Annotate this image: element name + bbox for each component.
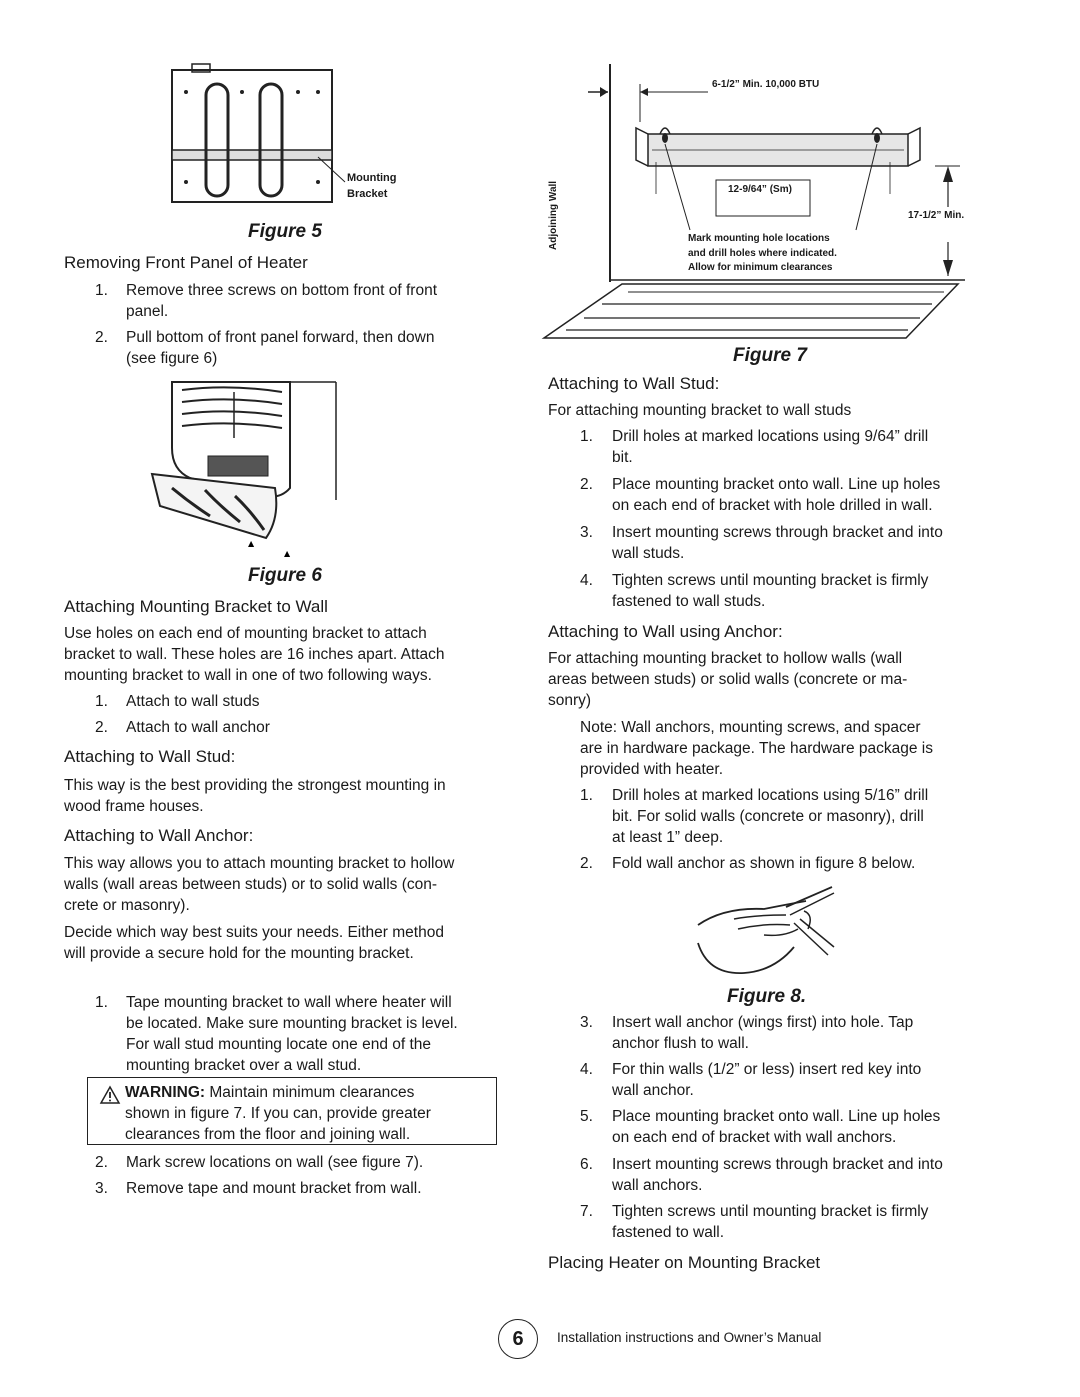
step-number: 6. — [580, 1156, 593, 1173]
step-number: 2. — [95, 719, 108, 736]
step-number: 1. — [580, 428, 593, 445]
removing-panel-heading: Removing Front Panel of Heater — [64, 253, 308, 272]
step-text-line: at least 1” deep. — [612, 829, 724, 846]
figure-7-dim-right: 17-1/2” Min. — [908, 210, 965, 221]
figure-6-illustration — [150, 378, 345, 560]
wall-anchor-paragraph-1 — [64, 853, 504, 916]
footer-text: Installation instructions and Owner’s Manual — [557, 1330, 822, 1345]
paragraph-line: will provide a secure hold for the mounting bracket. — [64, 945, 414, 962]
paragraph-line: Use holes on each end of mounting bracket to attach — [64, 625, 427, 642]
figure-6-caption: Figure 6 — [248, 565, 322, 586]
note-line: Allow for minimum clearances — [688, 262, 833, 273]
step-number: 1. — [95, 994, 108, 1011]
figure-8-caption: Figure 8. — [727, 986, 807, 1007]
paragraph-line: mounting bracket to wall in one of two following ways. — [64, 667, 432, 684]
warning-triangle-icon — [100, 1086, 120, 1104]
paragraph-line: This way allows you to attach mounting bracket to hollow — [64, 855, 455, 872]
paragraph-line: walls (wall areas between studs) or to solid walls (con- — [64, 876, 438, 893]
placing-heater-heading: Placing Heater on Mounting Bracket — [548, 1253, 821, 1272]
step-text-line: Remove three screws on bottom front of front — [126, 282, 437, 299]
wall-stud-intro-right: For attaching mounting bracket to wall studs — [548, 402, 852, 419]
step-text-line: Tighten screws until mounting bracket is firmly — [612, 1203, 929, 1220]
warning-label: WARNING: — [125, 1084, 206, 1101]
warning-line: shown in figure 7. If you can, provide greater — [125, 1105, 431, 1122]
wall-anchor-intro-right — [548, 648, 978, 711]
step-text-line: Fold wall anchor as shown in figure 8 below. — [612, 855, 916, 872]
step-number: 4. — [580, 572, 593, 589]
step-text-line: Insert mounting screws through bracket and into — [612, 524, 943, 541]
step-number: 4. — [580, 1061, 593, 1078]
step-number: 2. — [95, 1154, 108, 1171]
paragraph-line: areas between studs) or solid walls (concrete or ma- — [548, 671, 908, 688]
figure-7-dim-hole: 12-9/64” (Sm) — [728, 184, 792, 195]
step-text-line: fastened to wall. — [612, 1224, 725, 1241]
figure-7-wall-label: Adjoining Wall — [548, 180, 559, 250]
step-text-line: For wall stud mounting locate one end of the — [126, 1036, 432, 1053]
figure-7-illustration — [540, 62, 965, 347]
figure-8-illustration — [694, 885, 839, 980]
svg-text:▲: ▲ — [284, 549, 291, 558]
hardware-note — [580, 717, 990, 780]
step-text-line: Mark screw locations on wall (see figure 7). — [126, 1154, 424, 1171]
attaching-bracket-paragraph — [64, 623, 504, 686]
mounting-label-line1: Mounting — [347, 172, 397, 184]
figure-5-caption: Figure 5 — [248, 221, 322, 242]
wall-stud-heading-right: Attaching to Wall Stud: — [548, 374, 720, 393]
step-text-line: on each end of bracket with hole drilled in wall. — [612, 497, 933, 514]
step-number: 2. — [580, 476, 593, 493]
step-number: 1. — [580, 787, 593, 804]
paragraph-line: wood frame houses. — [64, 798, 204, 815]
warning-line: Maintain minimum clearances — [209, 1084, 415, 1101]
figure-7-caption: Figure 7 — [733, 345, 807, 366]
step-text-line: Tape mounting bracket to wall where heater will — [126, 994, 452, 1011]
wall-anchor-heading-left: Attaching to Wall Anchor: — [64, 826, 254, 845]
step-text-line: Drill holes at marked locations using 5/16” drill — [612, 787, 929, 804]
step-text-line: be located. Make sure mounting bracket is level. — [126, 1015, 458, 1032]
step-number: 3. — [95, 1180, 108, 1197]
figure-5-illustration — [170, 62, 340, 204]
wall-anchor-paragraph-2 — [64, 922, 504, 964]
paragraph-line: This way is the best providing the strongest mounting in — [64, 777, 446, 794]
step-text-line: For thin walls (1/2” or less) insert red key into — [612, 1061, 922, 1078]
wall-stud-paragraph-left — [64, 775, 504, 817]
note-line: are in hardware package. The hardware package is — [580, 740, 933, 757]
step-text-line: mounting bracket over a wall stud. — [126, 1057, 362, 1074]
step-text-line: wall studs. — [612, 545, 685, 562]
paragraph-line: Decide which way best suits your needs. Either method — [64, 924, 444, 941]
paragraph-line: bracket to wall. These holes are 16 inches apart. Attach — [64, 646, 445, 663]
figure-7-note — [688, 232, 837, 276]
attaching-bracket-heading: Attaching Mounting Bracket to Wall — [64, 597, 328, 616]
note-line: provided with heater. — [580, 761, 724, 778]
step-text-line: wall anchor. — [612, 1082, 694, 1099]
step-number: 3. — [580, 1014, 593, 1031]
step-text-line: Drill holes at marked locations using 9/64” drill — [612, 428, 929, 445]
paragraph-line: sonry) — [548, 692, 592, 709]
step-text-line: wall anchors. — [612, 1177, 703, 1194]
warning-line: clearances from the floor and joining wall. — [125, 1126, 411, 1143]
page-number: 6 — [498, 1319, 538, 1359]
warning-text — [125, 1082, 495, 1145]
step-text-line: Insert wall anchor (wings first) into hole. Tap — [612, 1014, 914, 1031]
note-line: Note: Wall anchors, mounting screws, and spacer — [580, 719, 921, 736]
step-text-line: fastened to wall studs. — [612, 593, 766, 610]
step-text-line: on each end of bracket with wall anchors. — [612, 1129, 897, 1146]
figure-7-dim-top: 6-1/2” Min. 10,000 BTU — [712, 79, 820, 90]
figure-5-mounting-label — [347, 170, 396, 202]
wall-anchor-heading-right: Attaching to Wall using Anchor: — [548, 622, 783, 641]
svg-text:▲: ▲ — [248, 539, 255, 548]
step-number: 1. — [95, 693, 108, 710]
step-number: 2. — [580, 855, 593, 872]
mounting-label-line2: Bracket — [347, 188, 388, 200]
step-number: 1. — [95, 282, 108, 299]
step-text-line: anchor flush to wall. — [612, 1035, 749, 1052]
note-line: Mark mounting hole locations — [688, 233, 830, 244]
step-number: 3. — [580, 524, 593, 541]
step-text-line: panel. — [126, 303, 169, 320]
paragraph-line: crete or masonry). — [64, 897, 190, 914]
step-number: 5. — [580, 1108, 593, 1125]
step-text-line: Attach to wall studs — [126, 693, 260, 710]
paragraph-line: For attaching mounting bracket to hollow walls (wall — [548, 650, 903, 667]
step-text-line: Place mounting bracket onto wall. Line up holes — [612, 476, 941, 493]
step-text-line: Pull bottom of front panel forward, then down — [126, 329, 435, 346]
step-number: 7. — [580, 1203, 593, 1220]
step-text-line: Attach to wall anchor — [126, 719, 270, 736]
step-text-line: bit. For solid walls (concrete or masonry), drill — [612, 808, 924, 825]
step-text-line: Place mounting bracket onto wall. Line up holes — [612, 1108, 941, 1125]
step-number: 2. — [95, 329, 108, 346]
step-text-line: bit. — [612, 449, 633, 466]
step-text-line: Tighten screws until mounting bracket is firmly — [612, 572, 929, 589]
step-text-line: Remove tape and mount bracket from wall. — [126, 1180, 422, 1197]
step-text-line: Insert mounting screws through bracket and into — [612, 1156, 943, 1173]
wall-stud-heading-left: Attaching to Wall Stud: — [64, 747, 236, 766]
note-line: and drill holes where indicated. — [688, 247, 837, 259]
step-text-line: (see figure 6) — [126, 350, 218, 367]
